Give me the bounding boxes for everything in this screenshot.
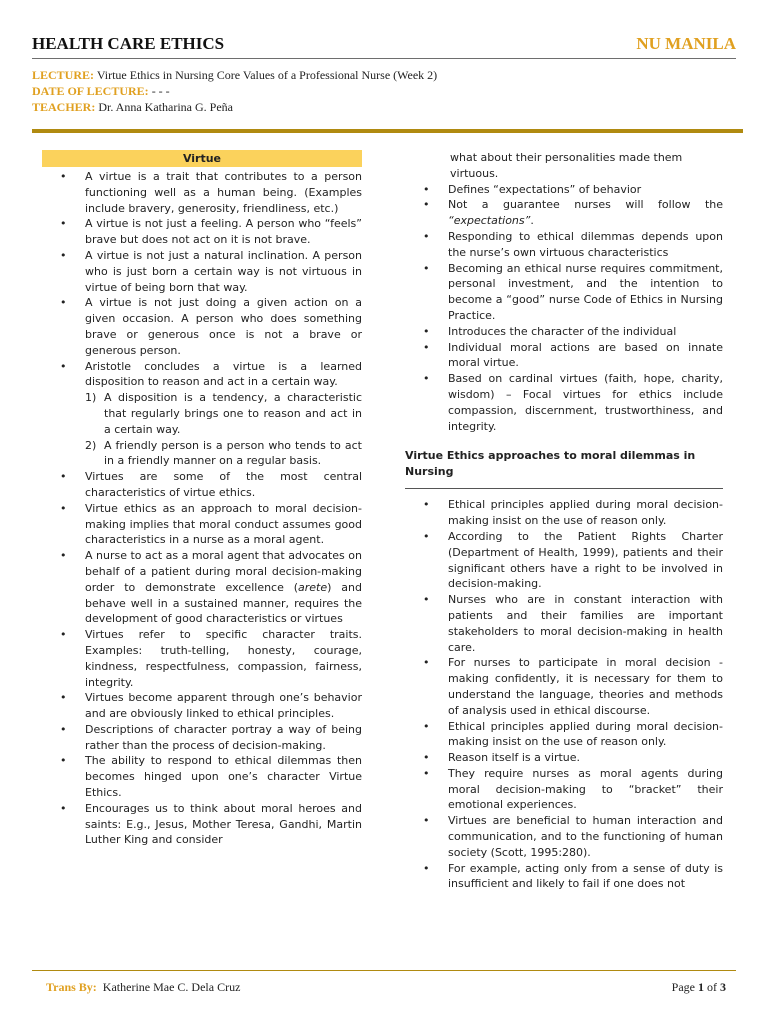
institution-name: NU MANILA	[636, 34, 736, 53]
list-item: • For example, acting only from a sense of duty is insufficient and likely to fail if one does not	[405, 861, 723, 893]
date-line: DATE OF LECTURE: - - -	[32, 84, 170, 98]
list-item: • A nurse to act as a moral agent that advocates on behalf of a patient during moral decision-making order to demonstrate excellence (arete) and behave well in a sustained manner, requires the development of good characteristics or virtues	[42, 548, 362, 627]
list-item: • Ethical principles applied during moral decision-making insist on the use of reason only.	[405, 497, 723, 529]
list-item: • Virtues are beneficial to human interaction and communication, and to the functioning of human society (Scott, 1995:280).	[405, 813, 723, 860]
list-item: • Ethical principles applied during moral decision-making insist on the use of reason only.	[405, 719, 723, 751]
right-column	[405, 150, 723, 892]
list-item: • They require nurses as moral agents during moral decision-making to “bracket” their emotional experiences.	[405, 766, 723, 813]
list-item: • A virtue is not just doing a given action on a given occasion. A person who does something brave or generous once is not a brave or generous person.	[42, 295, 362, 358]
list-item: • The ability to respond to ethical dilemmas then becomes hinged upon one’s character Virtue Ethics.	[42, 753, 362, 800]
numbered-item: 2) A friendly person is a person who tends to act in a friendly manner on a regular basis.	[85, 438, 362, 468]
list-item: • Introduces the character of the individual	[405, 324, 723, 340]
lecture-meta	[32, 67, 736, 115]
list-item: • Not a guarantee nurses will follow the “expectations”.	[405, 197, 723, 229]
list-item: • A virtue is a trait that contributes to a person functioning well as a human being. (Examples include bravery, generosity, friendliness, etc.)	[42, 169, 362, 216]
list-item: • A virtue is not just a feeling. A person who “feels” brave but does not act on it is not brave.	[42, 216, 362, 248]
list-item: • Descriptions of character portray a way of being rather than the process of decision-making.	[42, 722, 362, 754]
numbered-list	[42, 390, 362, 469]
numbered-item: 1) A disposition is a tendency, a characteristic that regularly brings one to reason and act in a certain way.	[85, 391, 362, 436]
header-divider	[32, 58, 736, 59]
list-item: • Nurses who are in constant interaction with patients and their families are important stakeholders to moral decision-making in health care.	[405, 592, 723, 655]
approaches-bullets	[405, 497, 723, 892]
virtue-bullet-list-2	[42, 469, 362, 848]
list-item: • Individual moral actions are based on innate moral virtue.	[405, 340, 723, 372]
footer-divider	[32, 970, 736, 971]
virtue-ethics-bullets	[405, 182, 723, 435]
list-item: • Defines “expectations” of behavior	[405, 182, 723, 198]
left-column	[42, 150, 362, 848]
list-item: • Virtues become apparent through one’s behavior and are obviously linked to ethical principles.	[42, 690, 362, 722]
list-item: • For nurses to participate in moral decision - making confidently, it is necessary for them to understand the language, theories and methods of analysis used in ethical discourse.	[405, 655, 723, 718]
teacher-line: TEACHER: Dr. Anna Katharina G. Peña	[32, 100, 233, 114]
list-item: • Becoming an ethical nurse requires commitment, personal investment, and the intention to become a “good” nurse Code of Ethics in Nursing Practice.	[405, 261, 723, 324]
continued-text: what about their personalities made them virtuous.	[450, 151, 683, 180]
list-item: • Aristotle concludes a virtue is a learned disposition to reason and act in a certain way.	[42, 359, 362, 391]
section-heading-approaches: Virtue Ethics approaches to moral dilemmas in Nursing	[405, 449, 696, 479]
course-title: HEALTH CARE ETHICS	[32, 34, 225, 53]
list-item: • A virtue is not just a natural inclination. A person who is just born a certain way is not virtuous in virtue of being born that way.	[42, 248, 362, 295]
list-item: • According to the Patient Rights Charter (Department of Health, 1999), patients and their significant others have a right to be involved in decision-making.	[405, 529, 723, 592]
list-item: • Virtue ethics as an approach to moral decision-making implies that moral conduct assumes good characteristics in a nurse as a moral agent.	[42, 501, 362, 548]
heading-underline	[405, 488, 723, 489]
footer-credit: Trans By: Katherine Mae C. Dela Cruz	[46, 980, 241, 994]
list-item: • Virtues refer to specific character traits. Examples: truth-telling, honesty, courage, kindness, respectfulness, compassion, fairness, integrity.	[42, 627, 362, 690]
list-item: • Responding to ethical dilemmas depends upon the nurse’s own virtuous characteristics	[405, 229, 723, 261]
virtue-bullet-list	[42, 169, 362, 390]
list-item: • Virtues are some of the most central characteristics of virtue ethics.	[42, 469, 362, 501]
list-item: • Based on cardinal virtues (faith, hope, charity, wisdom) – Focal virtues for ethics include compassion, discernment, trustworthiness, and integrity.	[405, 371, 723, 434]
meta-divider	[32, 129, 743, 133]
list-item: • Encourages us to think about moral heroes and saints: E.g., Jesus, Mother Teresa, Gandhi, Martin Luther King and consider	[42, 801, 362, 848]
section-title-virtue: Virtue	[42, 150, 362, 167]
lecture-line: LECTURE: Virtue Ethics in Nursing Core Values of a Professional Nurse (Week 2)	[32, 68, 438, 82]
page-number: Page 1 of 3	[671, 980, 726, 994]
page-header	[32, 34, 736, 56]
list-item: • Reason itself is a virtue.	[405, 750, 723, 766]
